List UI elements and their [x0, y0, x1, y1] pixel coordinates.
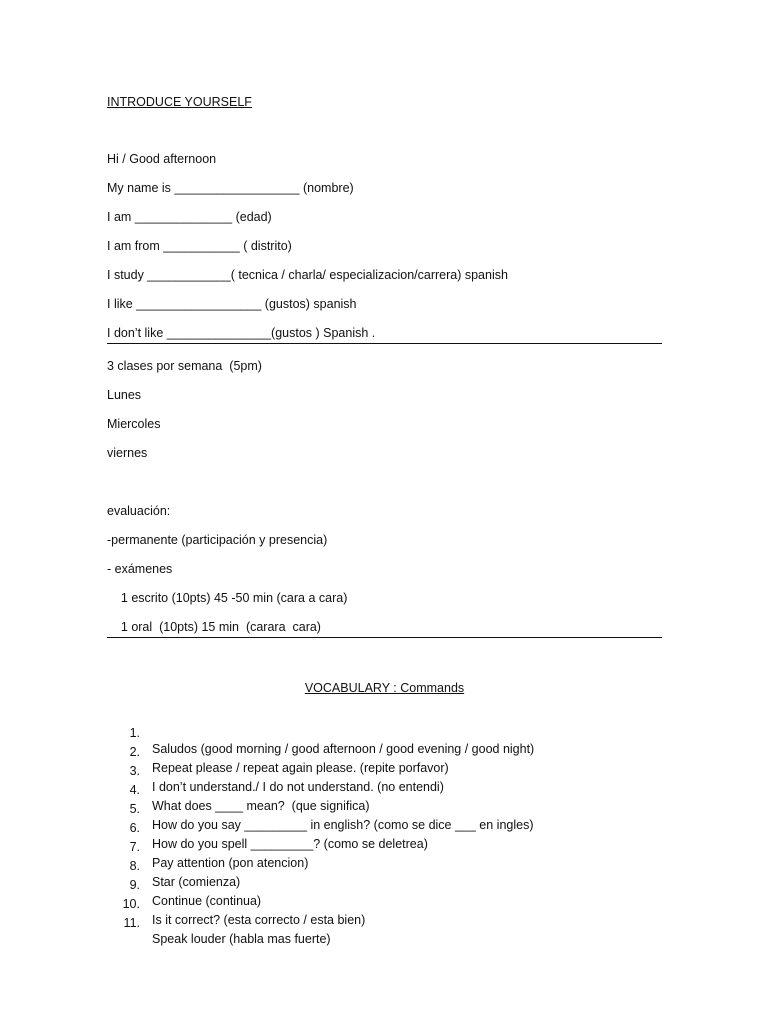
intro-title: INTRODUCE YOURSELF — [107, 95, 252, 109]
list-item-number: 9. — [129, 878, 140, 892]
list-item — [0, 709, 535, 756]
evaluation-line-exams: - exámenes — [107, 562, 173, 576]
list-item-text: Pay attention (pon atencion) — [152, 856, 309, 870]
evaluation-line-oral: 1 oral (10pts) 15 min (carara cara) — [107, 620, 321, 634]
intro-line-district: I am from ___________ ( distrito) — [107, 239, 292, 253]
evaluation-line-written: 1 escrito (10pts) 45 -50 min (cara a cara) — [107, 591, 348, 605]
evaluation-heading: evaluación: — [107, 504, 171, 518]
intro-line-greeting: Hi / Good afternoon — [107, 152, 217, 166]
list-item-number: 7. — [129, 840, 140, 854]
schedule-day-monday: Lunes — [107, 388, 142, 402]
list-item-text: Is it correct? (esta correcto / esta bien) — [152, 913, 366, 927]
intro-line-like: I like __________________ (gustos) spanish — [107, 297, 357, 311]
intro-line-age: I am ______________ (edad) — [107, 210, 272, 224]
list-item-number: 8. — [129, 859, 140, 873]
evaluation-line-permanent: -permanente (participación y presencia) — [107, 533, 328, 547]
list-item-text: Saludos (good morning / good afternoon / good evening / good night) — [152, 742, 535, 756]
list-item-number: 10. — [122, 897, 140, 911]
vocabulary-title: VOCABULARY : Commands — [304, 681, 465, 695]
list-item-number: 3. — [129, 764, 140, 778]
schedule-heading: 3 clases por semana (5pm) — [107, 359, 262, 373]
intro-line-study: I study ____________( tecnica / charla/ especializacion/carrera) spanish — [107, 268, 508, 282]
schedule-day-wednesday: Miercoles — [107, 417, 161, 431]
intro-line-name: My name is __________________ (nombre) — [107, 181, 354, 195]
section-divider — [107, 343, 662, 344]
list-item-text: What does ____ mean? (que significa) — [152, 799, 370, 813]
list-item-text: How do you spell _________? (como se deletrea) — [152, 837, 428, 851]
list-item-number: 6. — [129, 821, 140, 835]
list-item-number: 4. — [129, 783, 140, 797]
list-item-number: 2. — [129, 745, 140, 759]
list-item-number: 5. — [129, 802, 140, 816]
intro-line-dislike: I don’t like _______________(gustos ) Spanish . — [107, 326, 376, 340]
list-item-number: 11. — [123, 916, 140, 930]
list-item-text: Repeat please / repeat again please. (repite porfavor) — [152, 761, 449, 775]
list-item-text: I don’t understand./ I do not understand. (no entendi) — [152, 780, 444, 794]
list-item-number: 1. — [129, 726, 140, 740]
list-item-text: Star (comienza) — [152, 875, 241, 889]
section-divider — [107, 637, 662, 638]
list-item-text: How do you say _________ in english? (como se dice ___ en ingles) — [152, 818, 534, 832]
list-item-text: Continue (continua) — [152, 894, 262, 908]
list-item-text: Speak louder (habla mas fuerte) — [152, 932, 331, 946]
schedule-day-friday: viernes — [107, 446, 148, 460]
